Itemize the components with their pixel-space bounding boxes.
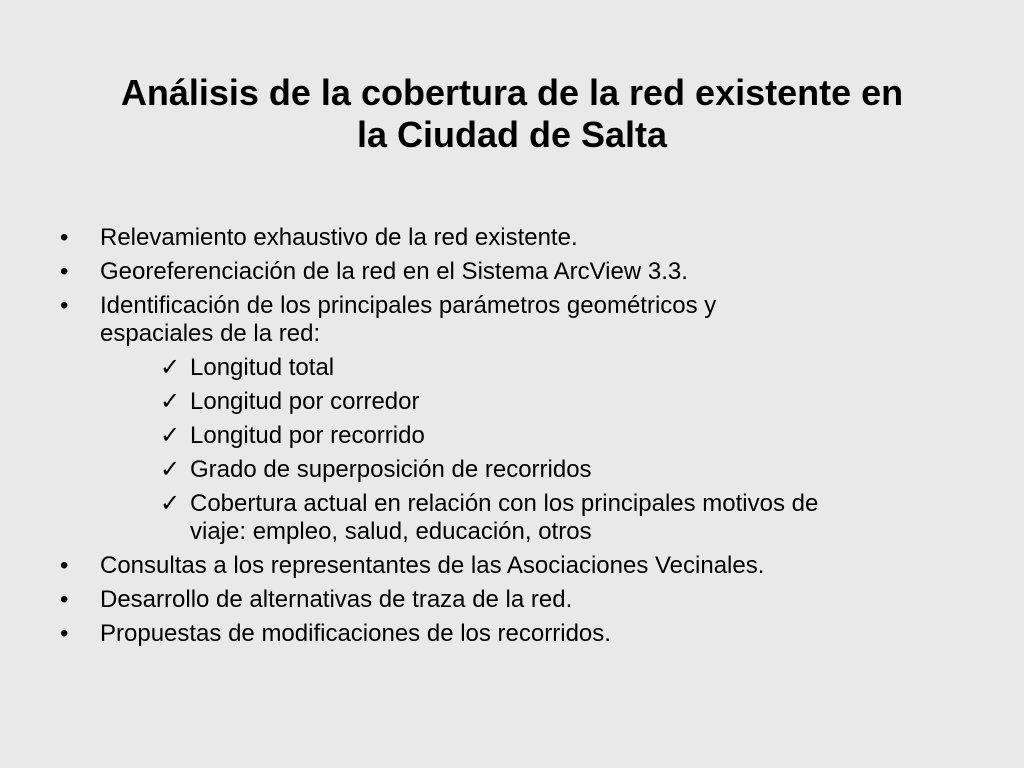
slide-title-line-2: la Ciudad de Salta <box>356 114 668 155</box>
sub-item-text: Grado de superposición de recorridos <box>190 456 592 483</box>
bullet-text: Consultas a los representantes de las Asociaciones Vecinales. <box>100 552 765 579</box>
bullet-text: Propuestas de modificaciones de los recorridos. <box>100 620 611 647</box>
bullet-text-line-2: espaciales de la red: <box>100 320 321 347</box>
checkmark-icon: ✓ <box>160 354 181 381</box>
sub-item-text: Longitud por recorrido <box>190 422 425 449</box>
bullet-text-line-1: Identificación de los principales parámetros geométricos y <box>100 292 717 319</box>
checkmark-icon: ✓ <box>160 422 181 449</box>
checkmark-icon: ✓ <box>160 490 181 517</box>
bullet-icon: • <box>60 258 69 285</box>
bullet-icon: • <box>60 620 69 647</box>
bullet-icon: • <box>60 224 69 251</box>
sub-item-text: Longitud por corredor <box>190 388 420 415</box>
slide-title-line-1: Análisis de la cobertura de la red existente en <box>120 72 904 113</box>
bullet-icon: • <box>60 292 69 319</box>
sub-item-text-line-1: Cobertura actual en relación con los principales motivos de <box>190 490 819 517</box>
sub-item-text: Longitud total <box>190 354 335 381</box>
bullet-text: Desarrollo de alternativas de traza de la red. <box>100 586 573 613</box>
bullet-text: Relevamiento exhaustivo de la red existente. <box>100 224 578 251</box>
checkmark-icon: ✓ <box>160 388 181 415</box>
bullet-text: Georeferenciación de la red en el Sistema ArcView 3.3. <box>100 258 688 285</box>
bullet-icon: • <box>60 586 69 613</box>
sub-item-text-line-2: viaje: empleo, salud, educación, otros <box>190 518 592 545</box>
checkmark-icon: ✓ <box>160 456 181 483</box>
bullet-icon: • <box>60 552 69 579</box>
slide-title <box>40 72 984 156</box>
